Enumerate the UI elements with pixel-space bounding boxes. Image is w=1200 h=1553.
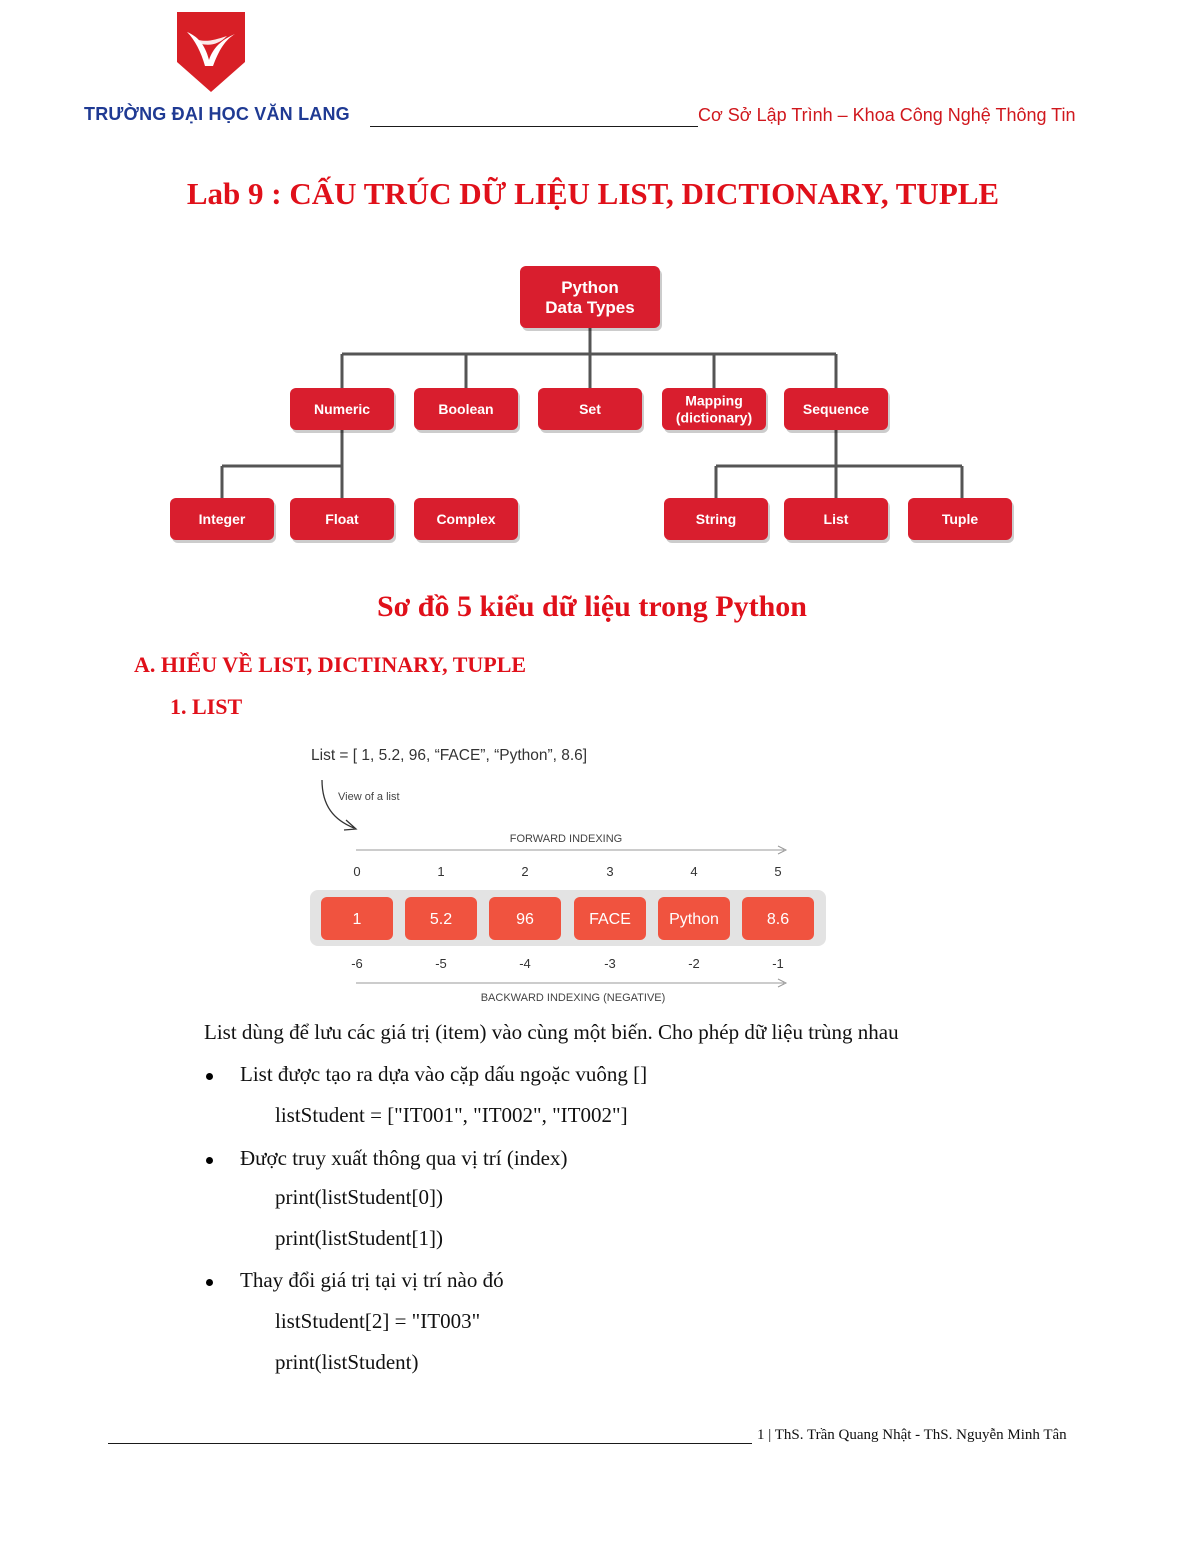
backward-index: -3 (604, 956, 616, 971)
lab-title: Lab 9 : CẤU TRÚC DỮ LIỆU LIST, DICTIONARY, TUPLE (186, 176, 1000, 211)
backward-index: -5 (435, 956, 447, 971)
box-string-label: String (695, 510, 737, 527)
backward-index: -4 (519, 956, 531, 971)
list-item-value: FACE (589, 911, 631, 928)
list-item-value: 1 (352, 911, 362, 928)
box-mapping-label: Mapping (dictionary) (675, 392, 753, 426)
code-print-list: print(listStudent) (275, 1350, 419, 1374)
list-code-line: List = [ 1, 5.2, 96, “FACE”, “Python”, 8.6] (311, 747, 588, 764)
box-integer-label: Integer (198, 510, 246, 527)
van-lang-logo-icon (175, 10, 247, 94)
section-heading-1: 1. LIST (170, 694, 243, 719)
forward-index: 5 (774, 864, 782, 879)
box-boolean-label: Boolean (438, 400, 494, 417)
box-sequence-label: Sequence (802, 400, 870, 417)
curved-arrow-icon (322, 780, 354, 828)
backward-index: -6 (351, 956, 363, 971)
forward-index: 3 (606, 864, 614, 879)
list-item-value: 8.6 (766, 911, 790, 928)
footer-divider (108, 1443, 752, 1444)
header-divider (370, 126, 698, 127)
box-numeric-label: Numeric (313, 400, 371, 417)
bullet-access-index: Được truy xuất thông qua vị trí (index) (240, 1146, 568, 1170)
backward-index: -2 (688, 956, 700, 971)
school-name: TRƯỜNG ĐẠI HỌC VĂN LANG (84, 104, 350, 124)
bullet-icon (206, 1279, 213, 1286)
list-indexing-figure (300, 736, 840, 1008)
course-department: Cơ Sở Lập Trình – Khoa Công Nghệ Thông Tin (698, 105, 1076, 125)
forward-index: 2 (521, 864, 529, 879)
list-item-value: Python (669, 911, 719, 928)
footer-page-authors: 1 | ThS. Trần Quang Nhật - ThS. Nguyễn Minh Tân (757, 1427, 1067, 1443)
forward-indexing-label: FORWARD INDEXING (509, 833, 623, 845)
box-set-label: Set (579, 400, 601, 417)
python-data-types-diagram (160, 258, 1030, 558)
box-float-label: Float (325, 510, 359, 527)
code-create-list: listStudent = ["IT001", "IT002", "IT002"] (275, 1103, 628, 1127)
list-item-value: 96 (516, 911, 534, 928)
forward-index: 1 (437, 864, 445, 879)
forward-index: 0 (353, 864, 361, 879)
box-tuple-label: Tuple (941, 510, 979, 527)
list-intro-text: List dùng để lưu các giá trị (item) vào cùng một biến. Cho phép dữ liệu trùng nhau (204, 1020, 899, 1044)
code-assign-index-2: listStudent[2] = "IT003" (275, 1309, 481, 1333)
list-item-value: 5.2 (429, 911, 453, 928)
root-box-python-data-types-label: Python Data Types (545, 277, 635, 318)
box-list-label: List (823, 510, 849, 527)
bullet-change-value: Thay đổi giá trị tại vị trí nào đó (240, 1268, 504, 1292)
bullet-create-list: List được tạo ra dựa vào cặp dấu ngoặc vuông [] (240, 1062, 648, 1086)
backward-indexing-label: BACKWARD INDEXING (NEGATIVE) (480, 992, 666, 1004)
forward-index: 4 (690, 864, 698, 879)
section-heading-a: A. HIỂU VỀ LIST, DICTINARY, TUPLE (134, 652, 527, 677)
diagram-caption: Sơ đồ 5 kiểu dữ liệu trong Python (377, 590, 807, 623)
bullet-icon (206, 1073, 213, 1080)
bullet-icon (206, 1157, 213, 1164)
code-print-index-1: print(listStudent[1]) (275, 1226, 443, 1250)
backward-index: -1 (772, 956, 784, 971)
view-of-list-annotation: View of a list (338, 791, 400, 803)
root-box-python-data-types (520, 266, 660, 328)
code-print-index-0: print(listStudent[0]) (275, 1185, 443, 1209)
arrow-head-icon (344, 820, 356, 830)
box-complex-label: Complex (436, 510, 496, 527)
